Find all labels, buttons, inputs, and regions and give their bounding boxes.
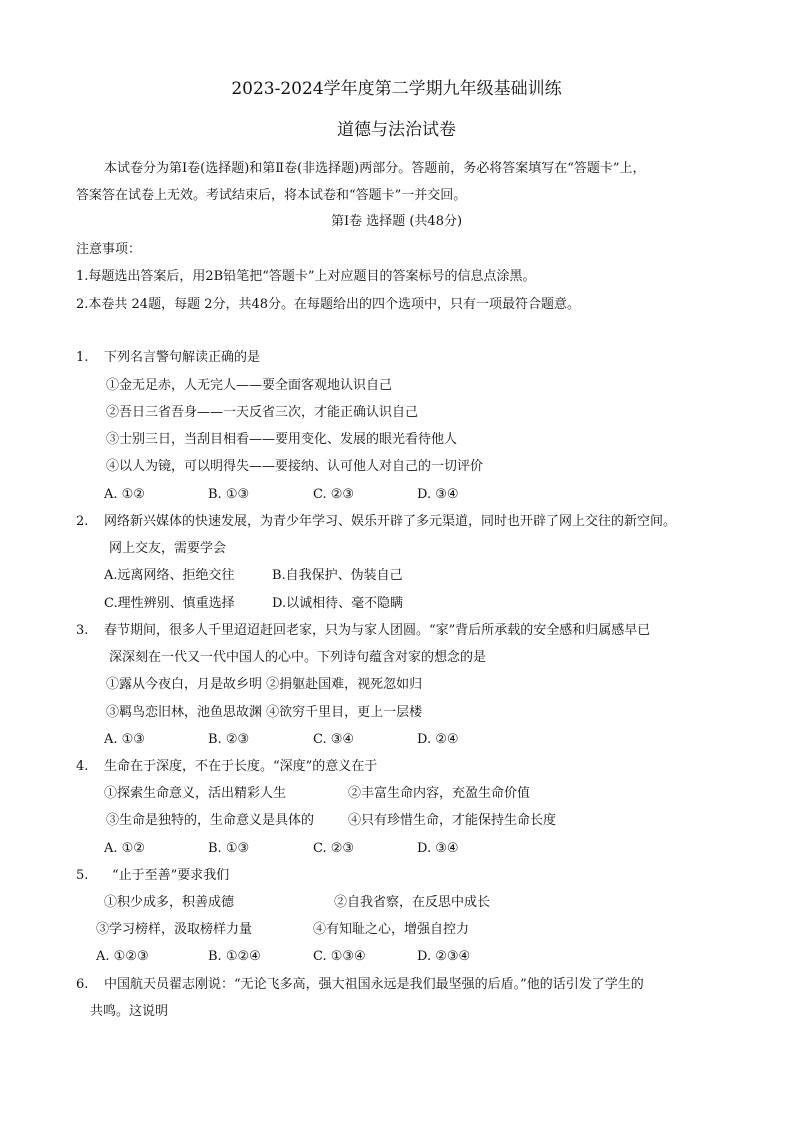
note-item-1: 1.每题选出答案后，用2B铅笔把“答题卡”上对应题目的答案标号的信息点涂黑。 <box>76 269 536 284</box>
statement: ③学习榜样，汲取榜样力量 <box>96 922 253 937</box>
question-stem: 中国航天员翟志刚说：“无论飞多高，强大祖国永远是我们最坚强的后盾。”他的话引发了学生的 <box>104 977 644 992</box>
question-stem: 网上交友，需要学会 <box>109 541 227 556</box>
question-stem: 网络新兴媒体的快速发展，为青少年学习、娱乐开辟了多元渠道，同时也开辟了网上交往的新空间。 <box>104 514 677 529</box>
question-stem: “止于至善”要求我们 <box>112 868 230 883</box>
option-d: D.以诚相待、毫不隐瞒 <box>272 596 404 611</box>
option-b: B. ①②④ <box>208 949 261 964</box>
question-stem: 深深刻在一代又一代中国人的心中。下列诗句蕴含对家的想念的是 <box>109 650 487 665</box>
option-d: D. ③④ <box>417 841 459 856</box>
intro-line-1: 本试卷分为第Ⅰ卷(选择题)和第Ⅱ卷(非选择题)两部分。答题前，务必将答案填写在“答题卡”上， <box>104 161 646 176</box>
statement: ①积少成多，积善成德 <box>104 895 235 910</box>
question-number: 3. <box>76 623 89 638</box>
statement: ②自我省察，在反思中成长 <box>334 895 491 910</box>
option-a: A. ①② <box>104 487 145 502</box>
question-number: 6. <box>76 977 89 992</box>
statement: ④有知耻之心，增强自控力 <box>313 922 470 937</box>
statement: ④只有珍惜生命，才能保持生命长度 <box>348 813 557 828</box>
statement: ④以人为镜，可以明得失——要接纳、认可他人对自己的一切评价 <box>106 459 484 474</box>
statement: ③生命是独特的，生命意义是具体的 <box>106 813 315 828</box>
statement: ③士别三日，当刮目相看——要用变化、发展的眼光看待他人 <box>106 432 458 447</box>
option-c: C. ③④ <box>313 732 355 747</box>
option-d: D. ②③④ <box>417 949 471 964</box>
question-stem: 春节期间，很多人千里迢迢赶回老家，只为与家人团圆。“家”背后所承载的安全感和归属感早已 <box>104 623 651 638</box>
option-c: C. ②③ <box>313 487 355 502</box>
question-stem: 下列名言警句解读正确的是 <box>104 350 261 365</box>
statement: ②吾日三省吾身——一天反省三次，才能正确认识自己 <box>106 405 419 420</box>
option-b: B. ②③ <box>208 732 250 747</box>
question-number: 4. <box>76 759 89 774</box>
question-stem: 共鸣。这说明 <box>90 1004 169 1019</box>
option-d: D. ③④ <box>417 487 459 502</box>
statement: ③羁鸟恋旧林，池鱼思故渊 ④欲穷千里目，更上一层楼 <box>106 705 423 720</box>
statement: ①露从今夜白，月是故乡明 ②捐躯赴国难，视死忽如归 <box>106 677 423 692</box>
option-c: C. ①③④ <box>313 949 366 964</box>
option-b: B. ①③ <box>208 487 250 502</box>
question-number: 2. <box>76 514 89 529</box>
option-b: B.自我保护、伪装自己 <box>272 568 403 583</box>
statement: ①探索生命意义，活出精彩人生 <box>104 786 287 801</box>
option-a: A. ①② <box>104 841 145 856</box>
statement: ①金无足赤，人无完人——要全面客观地认识自己 <box>106 378 393 393</box>
intro-line-2: 答案答在试卷上无效。考试结束后，将本试卷和“答题卡”一并交回。 <box>76 188 467 203</box>
question-number: 1. <box>76 350 89 365</box>
statement: ②丰富生命内容，充盈生命价值 <box>348 786 531 801</box>
option-b: B. ①③ <box>208 841 250 856</box>
question-stem: 生命在于深度，不在于长度。“深度”的意义在于 <box>104 759 378 774</box>
option-a: A.远离网络、拒绝交往 <box>104 568 235 583</box>
option-a: A. ①②③ <box>96 949 149 964</box>
option-d: D. ②④ <box>417 732 459 747</box>
exam-title: 2023-2024学年度第二学期九年级基础训练 <box>231 79 562 99</box>
option-c: C.理性辨别、慎重选择 <box>104 596 235 611</box>
option-a: A. ①③ <box>104 732 145 747</box>
section-title: 第Ⅰ卷 选择题 (共48分) <box>330 214 463 229</box>
note-item-2: 2.本卷共 24题，每题 2分，共48分。在每题给出的四个选项中，只有一项最符合题意。 <box>76 297 581 312</box>
option-c: C. ②③ <box>313 841 355 856</box>
question-number: 5. <box>76 868 89 883</box>
exam-subtitle: 道德与法治试卷 <box>337 120 456 140</box>
notes-heading: 注意事项： <box>76 242 142 257</box>
